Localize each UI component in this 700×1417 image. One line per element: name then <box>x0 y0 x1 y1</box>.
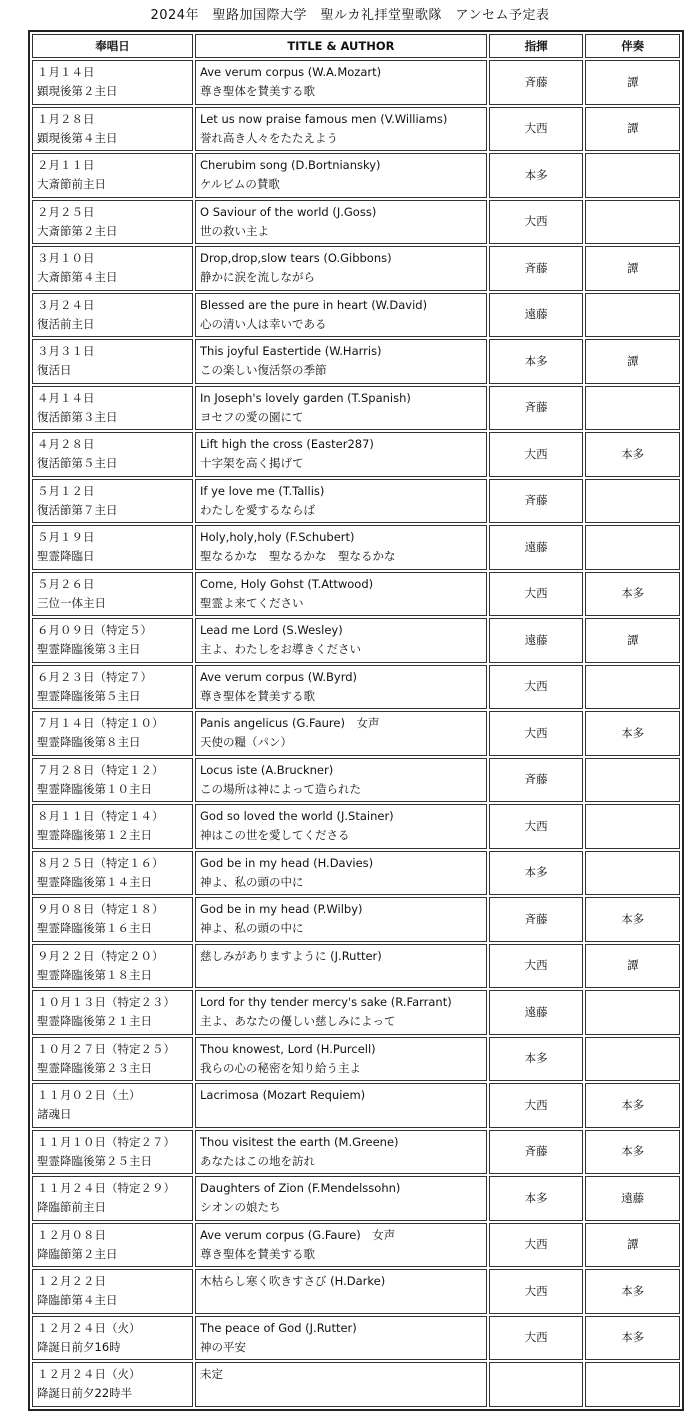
anthem-title-author: Lead me Lord (S.Wesley) <box>200 623 343 637</box>
liturgical-occasion: 降誕日前夕22時半 <box>37 1386 133 1400</box>
liturgical-occasion: 大斎節前主日 <box>37 177 106 191</box>
date-cell <box>32 1362 193 1407</box>
title-author-cell <box>195 944 487 989</box>
title-author-cell <box>195 711 487 756</box>
title-author-cell <box>195 851 487 896</box>
accompanist-cell <box>585 525 680 570</box>
title-author-cell <box>195 1316 487 1361</box>
conductor-cell <box>489 1362 584 1407</box>
accompanist-cell: 本多 <box>585 572 680 617</box>
table-row <box>32 1269 680 1314</box>
accompanist-cell: 本多 <box>585 1269 680 1314</box>
accompanist-cell: 本多 <box>585 1130 680 1175</box>
date-cell <box>32 1223 193 1268</box>
table-row <box>32 851 680 896</box>
date-cell <box>32 1176 193 1221</box>
anthem-title-author: 未定 <box>200 1367 223 1381</box>
date-cell <box>32 1269 193 1314</box>
title-author-cell <box>195 1362 487 1407</box>
liturgical-occasion: 降臨節第４主日 <box>37 1293 118 1307</box>
date-cell <box>32 897 193 942</box>
liturgical-occasion: 聖霊降臨後第２５主日 <box>37 1153 152 1168</box>
table-row <box>32 944 680 989</box>
service-date: ３月２４日 <box>37 297 95 312</box>
accompanist-cell: 本多 <box>585 711 680 756</box>
anthem-title-author: 慈しみがありますように (J.Rutter) <box>200 948 382 963</box>
anthem-title-author: Come, Holy Gohst (T.Attwood) <box>200 576 374 591</box>
conductor-cell: 大西 <box>489 1316 584 1361</box>
service-date: ３月１０日 <box>37 251 95 265</box>
accompanist-cell: 譚 <box>585 107 680 152</box>
accompanist-cell: 本多 <box>585 432 680 477</box>
anthem-title-author: Ave verum corpus (W.Byrd) <box>200 669 358 684</box>
date-cell <box>32 1130 193 1175</box>
conductor-cell: 本多 <box>489 1176 584 1221</box>
table-row <box>32 246 680 291</box>
anthem-title-japanese: 心の清い人は幸いである <box>200 316 327 331</box>
liturgical-occasion: 復活節第５主日 <box>37 456 118 470</box>
service-date: ８月１１日（特定１４） <box>37 809 164 823</box>
liturgical-occasion: 聖霊降臨後第１４主日 <box>37 874 152 889</box>
date-cell <box>32 944 193 989</box>
liturgical-occasion: 聖霊降臨後第２１主日 <box>37 1014 152 1028</box>
anthem-title-author: Ave verum corpus (W.A.Mozart) <box>200 65 382 79</box>
conductor-cell: 斉藤 <box>489 758 584 803</box>
header-date: 奉唱日 <box>32 34 193 58</box>
accompanist-cell <box>585 386 680 431</box>
conductor-cell: 大西 <box>489 711 584 756</box>
anthem-title-japanese: 主よ、わたしをお導きください <box>200 642 361 656</box>
service-date: ３月３１日 <box>37 344 95 358</box>
page-title: 2024年 聖路加国際大学 聖ルカ礼拝堂聖歌隊 アンセム予定表 <box>150 8 550 23</box>
anthem-title-japanese: 神よ、私の頭の中に <box>200 874 304 889</box>
conductor-cell: 大西 <box>489 665 584 710</box>
conductor-cell: 斉藤 <box>489 386 584 431</box>
date-cell <box>32 1083 193 1128</box>
anthem-title-japanese: 主よ、あなたの優しい慈しみによって <box>200 1014 396 1028</box>
table-row <box>32 758 680 803</box>
table-row <box>32 107 680 152</box>
table-row <box>32 293 680 338</box>
anthem-title-japanese: 尊き聖体を賛美する歌 <box>200 1246 315 1261</box>
anthem-title-author: God so loved the world (J.Stainer) <box>200 809 394 823</box>
anthem-title-author: Ave verum corpus (G.Faure) 女声 <box>200 1227 396 1242</box>
title-author-cell <box>195 572 487 617</box>
anthem-title-japanese: 聖なるかな 聖なるかな 聖なるかな <box>200 549 396 563</box>
anthem-title-japanese: 神よ、私の頭の中に <box>200 921 304 935</box>
liturgical-occasion: 復活日 <box>37 363 72 377</box>
header-row <box>32 34 680 58</box>
conductor-cell: 大西 <box>489 432 584 477</box>
service-date: １２月２４日（火） <box>37 1367 141 1381</box>
accompanist-cell: 譚 <box>585 60 680 105</box>
service-date: ５月１２日 <box>37 483 95 498</box>
title-author-cell <box>195 1037 487 1082</box>
liturgical-occasion: 諸魂日 <box>37 1107 72 1121</box>
title-author-cell <box>195 339 487 384</box>
anthem-schedule-table <box>30 32 682 1409</box>
anthem-title-japanese: シオンの娘たち <box>200 1200 281 1214</box>
service-date: ２月１１日 <box>37 158 95 172</box>
conductor-cell: 大西 <box>489 107 584 152</box>
title-author-cell <box>195 1223 487 1268</box>
table-row <box>32 711 680 756</box>
anthem-title-author: Lacrimosa (Mozart Requiem) <box>200 1088 366 1102</box>
accompanist-cell <box>585 665 680 710</box>
conductor-cell: 斉藤 <box>489 479 584 524</box>
anthem-title-japanese: 世の救い主よ <box>200 223 269 238</box>
accompanist-cell <box>585 1037 680 1082</box>
anthem-title-japanese: 天使の糧（パン） <box>200 735 292 749</box>
liturgical-occasion: 降臨節第２主日 <box>37 1246 118 1261</box>
anthem-title-japanese: あなたはこの地を訪れ <box>200 1153 315 1168</box>
anthem-title-japanese: 神の平安 <box>200 1339 246 1354</box>
date-cell <box>32 851 193 896</box>
date-cell <box>32 339 193 384</box>
anthem-title-author: Cherubim song (D.Bortniansky) <box>200 158 381 172</box>
date-cell <box>32 525 193 570</box>
anthem-title-author: In Joseph's lovely garden (T.Spanish) <box>200 390 411 405</box>
service-date: ７月２８日（特定１２） <box>37 762 164 777</box>
date-cell <box>32 386 193 431</box>
date-cell <box>32 990 193 1035</box>
conductor-cell: 遠藤 <box>489 618 584 663</box>
date-cell <box>32 153 193 198</box>
anthem-title-japanese: 尊き聖体を賛美する歌 <box>200 84 315 98</box>
anthem-title-japanese: わたしを愛するならば <box>200 502 315 517</box>
table-row <box>32 897 680 942</box>
accompanist-cell <box>585 293 680 338</box>
liturgical-occasion: 聖霊降臨後第１０主日 <box>37 781 152 796</box>
anthem-title-author: If ye love me (T.Tallis) <box>200 483 325 498</box>
accompanist-cell <box>585 990 680 1035</box>
liturgical-occasion: 復活節第７主日 <box>37 502 118 517</box>
anthem-title-author: God be in my head (P.Wilby) <box>200 902 363 916</box>
service-date: ２月２５日 <box>37 204 95 219</box>
service-date: ８月２５日（特定１６） <box>37 855 164 870</box>
date-cell <box>32 1316 193 1361</box>
conductor-cell: 大西 <box>489 944 584 989</box>
conductor-cell: 斉藤 <box>489 1130 584 1175</box>
liturgical-occasion: 復活前主日 <box>37 316 95 331</box>
anthem-title-author: Let us now praise famous men (V.Williams) <box>200 111 448 126</box>
service-date: ９月２２日（特定２０） <box>37 948 164 963</box>
accompanist-cell <box>585 153 680 198</box>
service-date: １１月０２日（土） <box>37 1088 141 1102</box>
header-conductor: 指揮 <box>489 34 584 58</box>
anthem-title-author: Lord for thy tender mercy's sake (R.Farrant) <box>200 995 452 1009</box>
accompanist-cell <box>585 479 680 524</box>
liturgical-occasion: 聖霊降臨後第３主日 <box>37 642 141 656</box>
service-date: １１月２４日（特定２９） <box>37 1181 175 1195</box>
table-row <box>32 665 680 710</box>
anthem-title-japanese: 神はこの世を愛してくださる <box>200 828 350 842</box>
liturgical-occasion: 降誕日前夕16時 <box>37 1339 121 1354</box>
conductor-cell: 本多 <box>489 851 584 896</box>
liturgical-occasion: 大斎節第４主日 <box>37 270 118 284</box>
conductor-cell: 大西 <box>489 1083 584 1128</box>
conductor-cell: 斉藤 <box>489 246 584 291</box>
date-cell <box>32 432 193 477</box>
liturgical-occasion: 聖霊降臨後第２３主日 <box>37 1060 152 1075</box>
service-date: １１月１０日（特定２７） <box>37 1134 175 1149</box>
anthem-title-japanese: 聖霊よ来てください <box>200 595 304 610</box>
anthem-title-author: Thou visitest the earth (M.Greene) <box>200 1134 399 1149</box>
table-row <box>32 1083 680 1128</box>
conductor-cell: 本多 <box>489 339 584 384</box>
accompanist-cell <box>585 200 680 245</box>
accompanist-cell: 譚 <box>585 339 680 384</box>
date-cell <box>32 711 193 756</box>
liturgical-occasion: 聖霊降臨後第８主日 <box>37 735 141 749</box>
table-row <box>32 60 680 105</box>
accompanist-cell: 本多 <box>585 897 680 942</box>
anthem-title-author: Locus iste (A.Bruckner) <box>200 762 334 777</box>
title-author-cell <box>195 200 487 245</box>
liturgical-occasion: 降臨節前主日 <box>37 1200 106 1214</box>
conductor-cell: 大西 <box>489 572 584 617</box>
anthem-title-author: Drop,drop,slow tears (O.Gibbons) <box>200 251 392 265</box>
anthem-title-japanese: 誉れ高き人々をたたえよう <box>200 130 338 145</box>
title-author-cell <box>195 1176 487 1221</box>
date-cell <box>32 200 193 245</box>
table-row <box>32 1130 680 1175</box>
title-author-cell <box>195 618 487 663</box>
table-row <box>32 1176 680 1221</box>
date-cell <box>32 479 193 524</box>
service-date: ９月０８日（特定１８） <box>37 902 164 916</box>
service-date: ４月２８日 <box>37 437 95 451</box>
table-row <box>32 153 680 198</box>
title-author-cell <box>195 665 487 710</box>
anthem-title-japanese: この場所は神によって造られた <box>200 781 361 796</box>
anthem-title-japanese: 十字架を高く掲げて <box>200 456 304 470</box>
title-author-cell <box>195 804 487 849</box>
anthem-schedule-sheet <box>28 30 684 1411</box>
anthem-title-author: Daughters of Zion (F.Mendelssohn) <box>200 1181 401 1195</box>
title-author-cell <box>195 758 487 803</box>
title-author-cell <box>195 897 487 942</box>
conductor-cell: 大西 <box>489 1223 584 1268</box>
service-date: １０月２７日（特定２５） <box>37 1041 175 1056</box>
liturgical-occasion: 聖霊降臨日 <box>37 549 95 563</box>
service-date: ６月２３日（特定７） <box>37 669 152 684</box>
header-title-author: TITLE & AUTHOR <box>195 34 487 58</box>
date-cell <box>32 60 193 105</box>
schedule-rows <box>32 60 680 1407</box>
liturgical-occasion: 大斎節第２主日 <box>37 223 118 238</box>
accompanist-cell: 譚 <box>585 944 680 989</box>
service-date: １２月０８日 <box>37 1227 106 1242</box>
conductor-cell: 本多 <box>489 153 584 198</box>
table-row <box>32 432 680 477</box>
title-author-cell <box>195 1269 487 1314</box>
liturgical-occasion: 復活節第３主日 <box>37 409 118 424</box>
date-cell <box>32 665 193 710</box>
anthem-title-author: Panis angelicus (G.Faure) 女声 <box>200 716 380 730</box>
table-row <box>32 804 680 849</box>
date-cell <box>32 293 193 338</box>
title-author-cell <box>195 153 487 198</box>
title-author-cell <box>195 990 487 1035</box>
anthem-title-author: Lift high the cross (Easter287) <box>200 437 374 451</box>
table-row <box>32 1362 680 1407</box>
anthem-title-author: This joyful Eastertide (W.Harris) <box>200 344 382 358</box>
table-row <box>32 386 680 431</box>
anthem-title-japanese: 我らの心の秘密を知り給う主よ <box>200 1060 361 1075</box>
conductor-cell: 大西 <box>489 200 584 245</box>
accompanist-cell <box>585 1362 680 1407</box>
service-date: １２月２４日（火） <box>37 1320 141 1335</box>
table-row <box>32 1316 680 1361</box>
liturgical-occasion: 聖霊降臨後第１８主日 <box>37 967 152 982</box>
liturgical-occasion: 聖霊降臨後第１６主日 <box>37 921 152 935</box>
date-cell <box>32 618 193 663</box>
anthem-title-japanese: 尊き聖体を賛美する歌 <box>200 688 315 703</box>
anthem-title-author: 木枯らし寒く吹きすさび (H.Darke) <box>200 1274 386 1288</box>
service-date: ５月１９日 <box>37 530 95 544</box>
table-row <box>32 479 680 524</box>
accompanist-cell <box>585 758 680 803</box>
date-cell <box>32 758 193 803</box>
service-date: １０月１３日（特定２３） <box>37 995 175 1009</box>
service-date: １月１４日 <box>37 65 95 79</box>
accompanist-cell: 譚 <box>585 246 680 291</box>
service-date: ６月０９日（特定５） <box>37 623 152 637</box>
anthem-title-author: Thou knowest, Lord (H.Purcell) <box>200 1041 376 1056</box>
date-cell <box>32 107 193 152</box>
accompanist-cell: 本多 <box>585 1083 680 1128</box>
title-author-cell <box>195 1083 487 1128</box>
anthem-title-japanese: ヨセフの愛の園にて <box>200 409 304 424</box>
anthem-title-japanese: 静かに涙を流しながら <box>200 270 315 284</box>
title-author-cell <box>195 107 487 152</box>
accompanist-cell: 遠藤 <box>585 1176 680 1221</box>
table-row <box>32 572 680 617</box>
conductor-cell: 大西 <box>489 804 584 849</box>
service-date: １月２８日 <box>37 111 95 126</box>
title-author-cell <box>195 525 487 570</box>
anthem-title-author: The peace of God (J.Rutter) <box>200 1320 357 1335</box>
anthem-title-japanese: この楽しい復活祭の季節 <box>200 363 327 377</box>
table-row <box>32 618 680 663</box>
service-date: １２月２２日 <box>37 1274 106 1288</box>
anthem-title-author: Blessed are the pure in heart (W.David) <box>200 297 428 312</box>
title-author-cell <box>195 386 487 431</box>
conductor-cell: 遠藤 <box>489 990 584 1035</box>
liturgical-occasion: 顕現後第２主日 <box>37 84 118 98</box>
conductor-cell: 大西 <box>489 1269 584 1314</box>
title-author-cell <box>195 432 487 477</box>
accompanist-cell: 本多 <box>585 1316 680 1361</box>
anthem-title-japanese: ケルビムの賛歌 <box>200 177 280 191</box>
date-cell <box>32 804 193 849</box>
service-date: ５月２６日 <box>37 576 95 591</box>
anthem-title-author: Holy,holy,holy (F.Schubert) <box>200 530 355 544</box>
table-row <box>32 200 680 245</box>
title-author-cell <box>195 479 487 524</box>
table-row <box>32 1223 680 1268</box>
table-row <box>32 525 680 570</box>
liturgical-occasion: 顕現後第４主日 <box>37 130 118 145</box>
date-cell <box>32 1037 193 1082</box>
table-row <box>32 1037 680 1082</box>
title-author-cell <box>195 60 487 105</box>
anthem-title-author: God be in my head (H.Davies) <box>200 855 374 870</box>
conductor-cell: 遠藤 <box>489 293 584 338</box>
service-date: ７月１４日（特定１０） <box>37 716 164 730</box>
table-row <box>32 990 680 1035</box>
accompanist-cell: 譚 <box>585 618 680 663</box>
accompanist-cell <box>585 804 680 849</box>
conductor-cell: 本多 <box>489 1037 584 1082</box>
conductor-cell: 斉藤 <box>489 897 584 942</box>
service-date: ４月１４日 <box>37 390 95 405</box>
conductor-cell: 遠藤 <box>489 525 584 570</box>
liturgical-occasion: 三位一体主日 <box>37 595 106 610</box>
liturgical-occasion: 聖霊降臨後第１２主日 <box>37 828 152 842</box>
title-author-cell <box>195 246 487 291</box>
accompanist-cell: 譚 <box>585 1223 680 1268</box>
conductor-cell: 斉藤 <box>489 60 584 105</box>
anthem-title-author: O Saviour of the world (J.Goss) <box>200 204 377 219</box>
accompanist-cell <box>585 851 680 896</box>
title-author-cell <box>195 293 487 338</box>
date-cell <box>32 572 193 617</box>
liturgical-occasion: 聖霊降臨後第５主日 <box>37 688 141 703</box>
date-cell <box>32 246 193 291</box>
header-accompanist: 伴奏 <box>585 34 680 58</box>
title-author-cell <box>195 1130 487 1175</box>
table-row <box>32 339 680 384</box>
